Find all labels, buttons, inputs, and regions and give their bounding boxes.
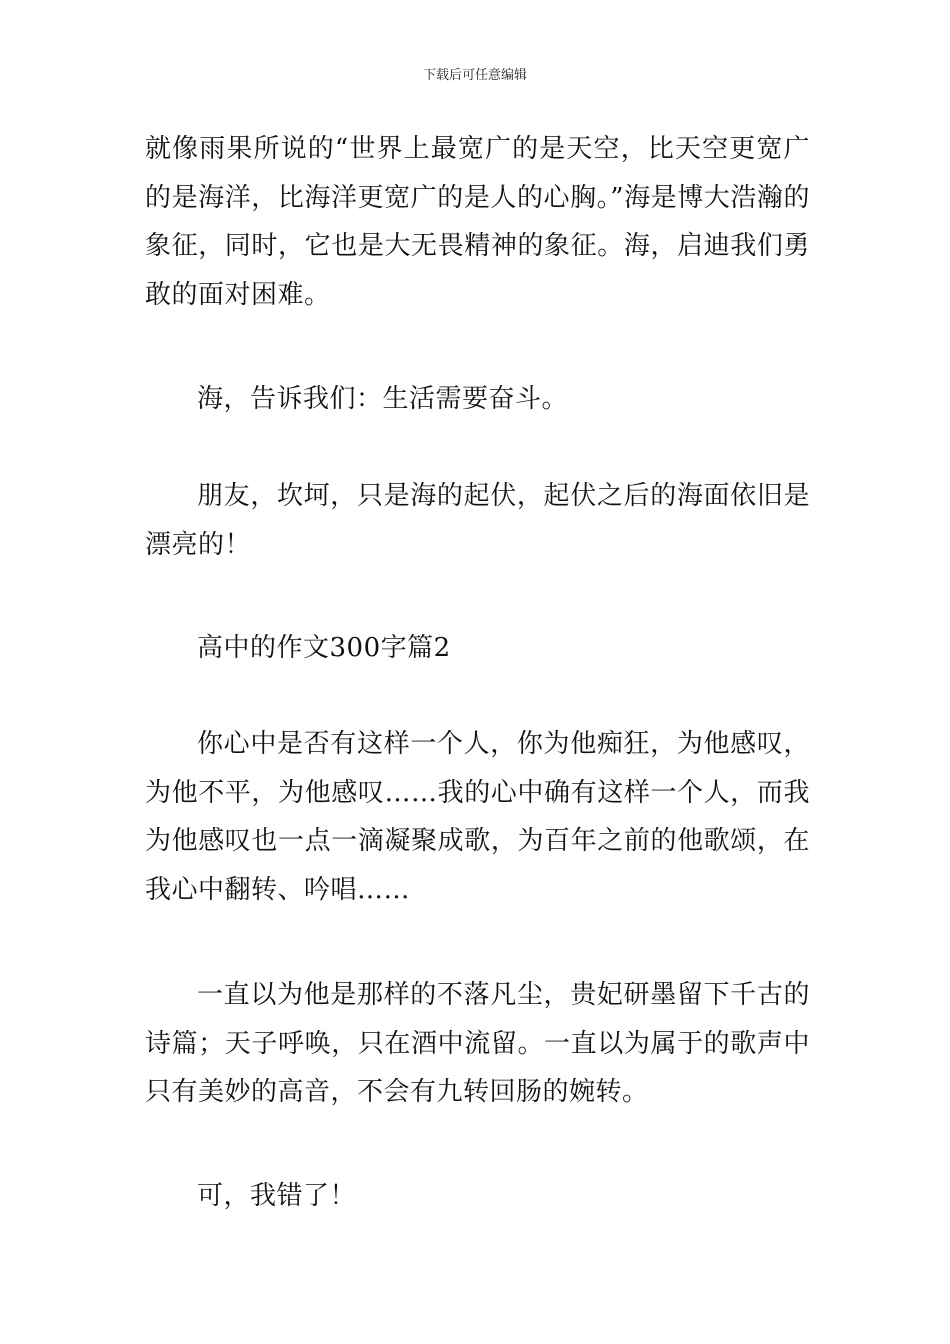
paragraph-sea-quote: 就像雨果所说的“世界上最宽广的是天空，比天空更宽广的是海洋，比海洋更宽广的是人的心胸。”海是博大浩瀚的象征，同时，它也是大无畏精神的象征。海，启迪我们勇敢的面对困难。	[145, 134, 810, 310]
paragraph-life-struggle: 海，告诉我们：生活需要奋斗。	[197, 384, 569, 414]
section-heading: 高中的作文300字篇2	[197, 633, 451, 663]
paragraph-i-was-wrong: 可，我错了！	[197, 1181, 357, 1211]
paragraph-friend-hardship: 朋友，坎坷，只是海的起伏，起伏之后的海面依旧是漂亮的！	[145, 481, 810, 560]
page-header: 下载后可任意编辑	[422, 68, 527, 83]
paragraph-always-thought: 一直以为他是那样的不落凡尘，贵妃研墨留下千古的诗篇；天子呼唤，只在酒中流留。一直以为属于的歌声中只有美妙的高音，不会有九转回肠的婉转。	[145, 980, 810, 1107]
paragraph-person-in-heart: 你心中是否有这样一个人，你为他痴狂，为他感叹，为他不平，为他感叹……我的心中确有这样一个人，而我为他感叹也一点一滴凝聚成歌，为百年之前的他歌颂，在我心中翻转、吟唱……	[145, 729, 810, 905]
